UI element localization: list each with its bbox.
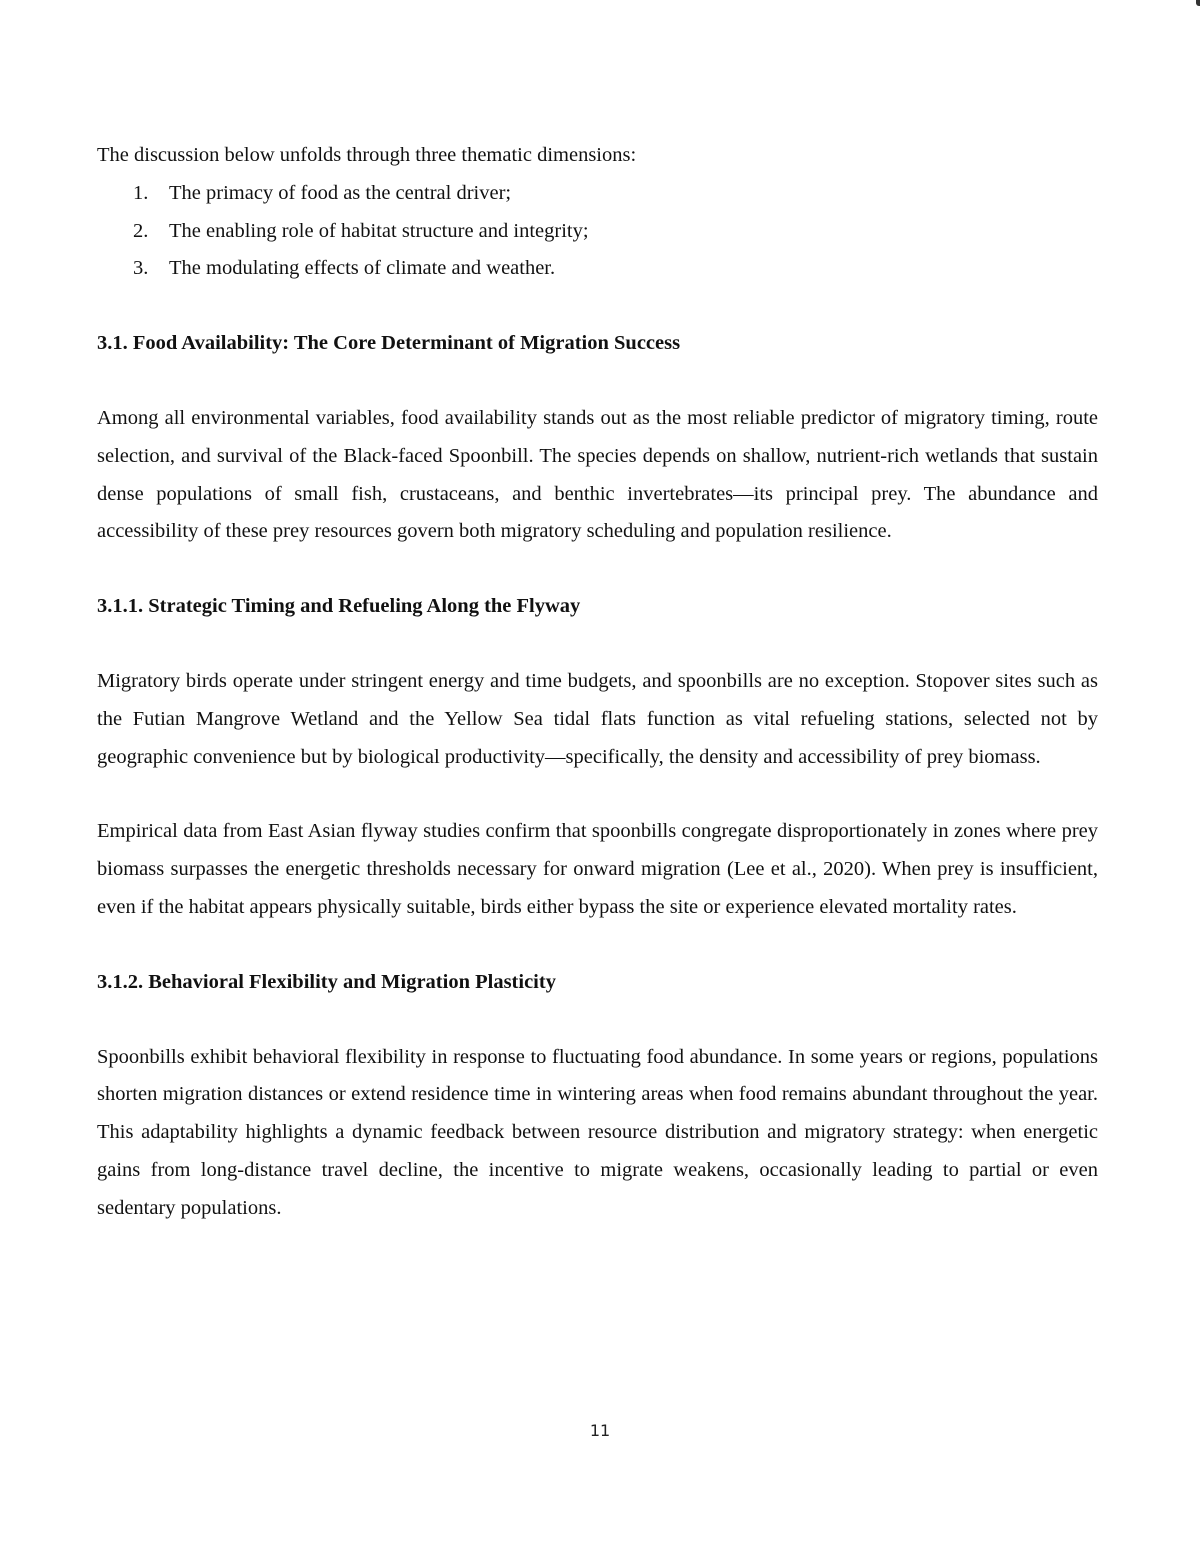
page-corner-mark — [1196, 0, 1200, 6]
dimensions-list — [97, 175, 1098, 288]
paragraph-empirical-data: Empirical data from East Asian flyway studies confirm that spoonbills congregate disproportionately in zones where prey biomass surpasses the energetic thresholds necessary for onward migration (Lee et al., 2020). When prey is insufficient, even if the habitat appears physically suitable, birds either bypass the site or experience elevated mortality rates. — [97, 820, 1098, 918]
list-text: The enabling role of habitat structure and integrity; — [169, 219, 589, 242]
list-number: 1. — [133, 181, 149, 204]
paragraph-behavioral-flexibility: Spoonbills exhibit behavioral flexibility in response to fluctuating food abundance. In some years or regions, populations shorten migration distances or extend residence time in wintering areas when food remains abundant throughout the year. This adaptability highlights a dynamic feedback between resource distribution and migratory strategy: when energetic gains from long-distance travel decline, the incentive to migrate weakens, occasionally leading to partial or even sedentary populations. — [97, 1045, 1098, 1219]
list-item — [97, 250, 1098, 288]
page-number: 11 — [589, 1421, 611, 1440]
paragraph-food-availability: Among all environmental variables, food availability stands out as the most reliable predictor of migratory timing, route selection, and survival of the Black-faced Spoonbill. The species depends on shallow, nutrient-rich wetlands that sustain dense populations of small fish, crustaceans, and benthic invertebrates—its principal prey. The abundance and accessibility of these prey resources govern both migratory scheduling and population resilience. — [97, 406, 1098, 543]
section-heading-3-1-1: 3.1.1. Strategic Timing and Refueling Along the Flyway — [97, 595, 581, 618]
list-item — [97, 175, 1098, 213]
list-text: The modulating effects of climate and weather. — [169, 257, 556, 280]
page-content — [97, 137, 1098, 1228]
list-text: The primacy of food as the central driver; — [169, 181, 512, 204]
paragraph-strategic-timing: Migratory birds operate under stringent energy and time budgets, and spoonbills are no exception. Stopover sites such as the Futian Mangrove Wetland and the Yellow Sea tidal flats function as vital refueling stations, selected not by geographic convenience but by biological productivity—specifically, the density and accessibility of prey biomass. — [97, 669, 1098, 768]
list-item — [97, 213, 1098, 251]
section-heading-3-1-2: 3.1.2. Behavioral Flexibility and Migration Plasticity — [97, 970, 556, 993]
intro-text: The discussion below unfolds through three thematic dimensions: — [97, 144, 637, 166]
list-number: 3. — [133, 257, 149, 280]
section-heading-3-1: 3.1. Food Availability: The Core Determinant of Migration Success — [97, 332, 681, 355]
list-number: 2. — [133, 219, 149, 242]
